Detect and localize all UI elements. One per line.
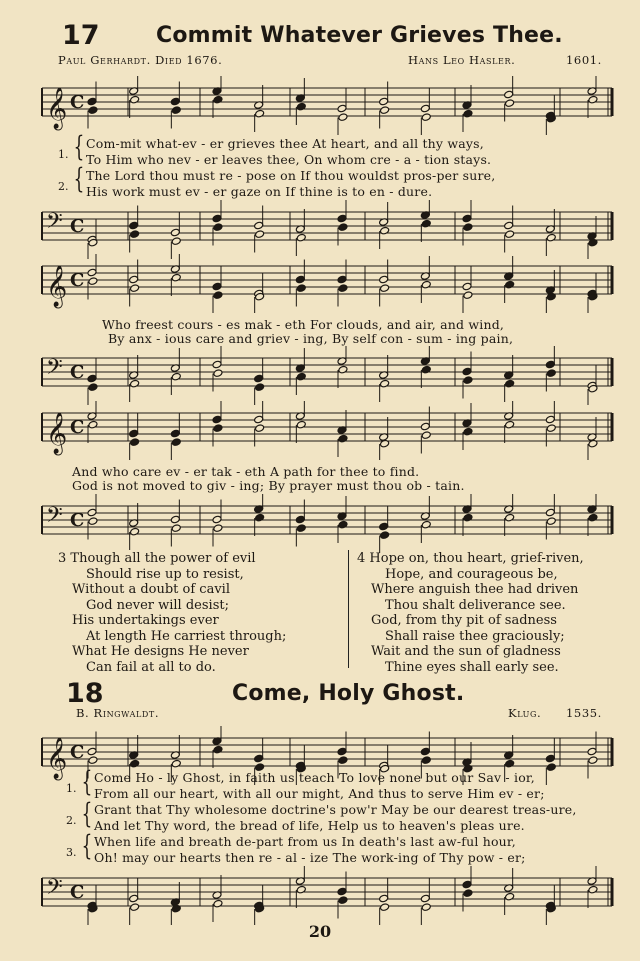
page-number: 20: [308, 922, 332, 941]
svg-text:C: C: [70, 742, 85, 763]
hymn-17-treble-staff-1: [0, 76, 640, 136]
hymn-17-treble-staff-3: [0, 401, 640, 461]
hymn-17-lyric-v1: Com-mit what-ev - er grieves thee At heart, and all thy ways,: [86, 136, 484, 151]
hymn-17-lyric-s3b: God is not moved to giv - ing; By prayer must thou ob - tain.: [72, 478, 465, 493]
hymn-18-verse-number-3: 3.: [66, 846, 77, 859]
hymn-18-lyric-3: Grant that Thy wholesome doctrine's pow'r May be our dearest treas-ure,: [94, 802, 577, 817]
hymn-17-lyric-v2b: His work must ev - er gaze on If thine is to en - dure.: [86, 184, 433, 199]
hymn-17-lyric-s2b: By anx - ious care and griev - ing, By self con - sum - ing pain,: [108, 331, 514, 346]
hymn-17-bass-staff-2: [0, 346, 640, 406]
hymn-18-title: Come, Holy Ghost.: [232, 681, 465, 706]
verse-3-line-4: God never will desist;: [86, 597, 229, 613]
hymn-18-brace-3: {: [81, 829, 93, 862]
hymn-17-verse-4: [357, 551, 584, 675]
brace-2: {: [73, 162, 85, 195]
verse-4-line-6: Shall raise thee graciously;: [385, 628, 565, 644]
hymn-18-lyric-2: From all our heart, with all our might, And thus to serve Him ev - er;: [94, 786, 545, 801]
svg-text:𝄞: 𝄞: [46, 88, 68, 129]
hymn-17-lyric-v1b: To Him who nev - er leaves thee, On whom cre - a - tion stays.: [86, 152, 492, 167]
svg-text:C: C: [70, 216, 85, 237]
verse-3-line-2: Should rise up to resist,: [86, 566, 244, 582]
hymn-18-lyric-1: Come Ho - ly Ghost, in faith us teach To love none but our Sav - ior,: [94, 770, 535, 785]
hymn-18-year: 1535.: [566, 706, 602, 720]
hymn-18-verse-number-1: 1.: [66, 782, 77, 795]
svg-text:𝄞: 𝄞: [46, 413, 68, 454]
svg-text:C: C: [70, 92, 85, 113]
hymn-17-year: 1601.: [566, 53, 602, 67]
svg-text:𝄢: 𝄢: [46, 875, 63, 905]
verse-3-number: 3: [58, 551, 67, 566]
verse-3-line-5: His undertakings ever: [72, 613, 219, 628]
hymn-17-verse-3: [58, 551, 286, 675]
verse-4-line-4: Thou shalt deliverance see.: [385, 597, 566, 613]
hymn-17-bass-staff-1: [0, 200, 640, 260]
hymn-17-lyric-v2: The Lord thou must re - pose on If thou wouldst pros-per sure,: [86, 168, 496, 183]
verse-3-line-7: What He designs He never: [72, 644, 249, 659]
hymn-17-treble-staff-2: [0, 254, 640, 314]
hymn-17-number: 17: [62, 20, 100, 51]
svg-text:C: C: [70, 510, 85, 531]
verse-4-line-8: Thine eyes shall early see.: [385, 659, 559, 675]
svg-text:C: C: [70, 417, 85, 438]
svg-text:C: C: [70, 270, 85, 291]
verse-3-line-3: Without a doubt of cavil: [72, 582, 230, 597]
verse-4-line-1: Hope on, thou heart, grief-riven,: [369, 551, 584, 566]
svg-text:𝄞: 𝄞: [46, 738, 68, 779]
hymn-18-bass-staff: [0, 866, 640, 926]
verse-4-number: 4: [357, 551, 366, 566]
svg-text:C: C: [70, 882, 85, 903]
hymn-18-lyric-6: Oh! may our hearts then re - al - ize The work-ing of Thy pow - er;: [94, 850, 526, 865]
svg-text:𝄢: 𝄢: [46, 355, 63, 385]
hymn-18-number: 18: [66, 678, 104, 709]
hymn-17-author: Paul Gerhardt. Died 1676.: [58, 53, 223, 67]
svg-text:𝄢: 𝄢: [46, 503, 63, 533]
verse-3-line-6: At length He carriest through;: [86, 628, 287, 644]
hymn-17-title: Commit Whatever Grieves Thee.: [156, 23, 563, 48]
brace-1: {: [73, 130, 85, 163]
hymn-17-bass-staff-3: [0, 494, 640, 554]
hymn-18-brace-2: {: [81, 797, 93, 830]
verse-4-line-5: God, from thy pit of sadness: [371, 613, 557, 628]
svg-text:𝄞: 𝄞: [46, 266, 68, 307]
verse-number-1: 1.: [58, 148, 69, 161]
verse-4-line-7: Wait and the sun of gladness: [371, 644, 561, 659]
verse-3-line-8: Can fail at all to do.: [86, 659, 216, 675]
verse-4-line-2: Hope, and courageous be,: [385, 566, 558, 582]
hymn-17-lyric-s2a: Who freest cours - es mak - eth For clouds, and air, and wind,: [102, 317, 505, 332]
verse-divider: [348, 550, 349, 668]
hymn-18-composer: Klug.: [508, 706, 542, 720]
hymn-18-author: B. Ringwaldt.: [76, 706, 160, 720]
hymn-18-brace-1: {: [81, 765, 93, 798]
hymn-17-lyric-s3a: And who care ev - er tak - eth A path for thee to find.: [72, 464, 420, 479]
hymn-18-verse-number-2: 2.: [66, 814, 77, 827]
verse-4-line-3: Where anguish thee had driven: [371, 582, 579, 597]
svg-text:𝄢: 𝄢: [46, 209, 63, 239]
hymn-18-lyric-4: And let Thy word, the bread of life, Help us to heaven's pleas ure.: [94, 818, 525, 833]
verse-number-2: 2.: [58, 180, 69, 193]
hymn-17-composer: Hans Leo Hasler.: [408, 53, 516, 67]
verse-3-line-1: Though all the power of evil: [70, 551, 256, 566]
svg-text:C: C: [70, 362, 85, 383]
hymn-18-lyric-5: When life and breath de-part from us In death's last aw-ful hour,: [94, 834, 516, 849]
